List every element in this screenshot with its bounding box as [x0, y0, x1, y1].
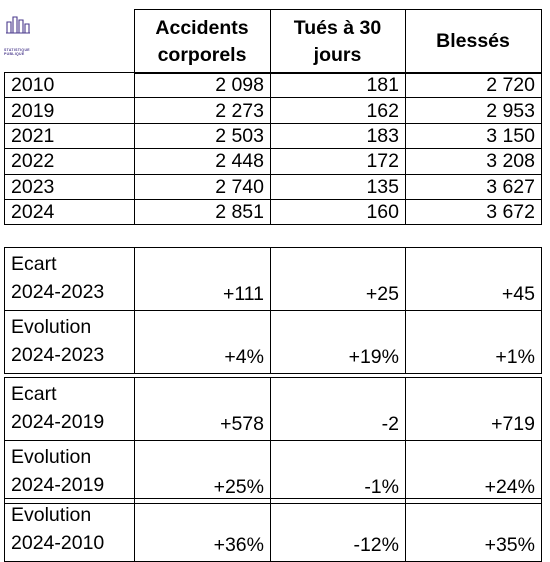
year-cell: 2023 — [5, 174, 135, 199]
logo-icon — [4, 14, 34, 40]
table-row — [5, 73, 542, 98]
comparison-table-2024-2023 — [4, 247, 542, 374]
blesses-cell: 3 627 — [406, 174, 542, 199]
accidents-cell: 2 503 — [135, 123, 271, 148]
row-label-line2: 2024-2019 — [11, 474, 105, 496]
tues-cell: 135 — [271, 174, 406, 199]
tues-cell: -1% — [271, 441, 406, 504]
table-row — [5, 199, 542, 224]
accidents-cell: +36% — [135, 499, 271, 562]
header-accidents — [134, 10, 270, 74]
comparison-table-2024-2010 — [4, 498, 542, 562]
blesses-cell: 2 720 — [406, 73, 542, 98]
year-cell: 2024 — [5, 199, 135, 224]
accidents-cell: 2 098 — [135, 73, 271, 98]
row-label-line2: 2024-2019 — [11, 411, 105, 433]
tues-cell: 162 — [271, 98, 406, 123]
accidents-cell: 2 448 — [135, 149, 271, 174]
row-label-line1: Evolution — [11, 316, 92, 338]
row-label-line1: Evolution — [11, 504, 92, 526]
row-label — [5, 441, 135, 504]
tues-cell: +19% — [271, 311, 406, 374]
accidents-cell: 2 273 — [135, 98, 271, 123]
tues-cell: +25 — [271, 248, 406, 311]
row-label — [5, 248, 135, 311]
blesses-cell: +35% — [406, 499, 542, 562]
table-row — [5, 378, 542, 441]
blesses-cell: +719 — [406, 378, 542, 441]
row-label — [5, 311, 135, 374]
table-row — [5, 499, 542, 562]
accidents-cell: 2 851 — [135, 199, 271, 224]
logo-cell — [4, 10, 134, 74]
year-cell: 2021 — [5, 123, 135, 148]
accidents-cell: +25% — [135, 441, 271, 504]
blesses-cell: 3 150 — [406, 123, 542, 148]
blesses-cell: 2 953 — [406, 98, 542, 123]
header-blesses: Blessés — [405, 10, 541, 74]
header-table — [4, 9, 542, 74]
accidents-cell: +4% — [135, 311, 271, 374]
table-row — [5, 248, 542, 311]
years-table — [4, 72, 542, 225]
year-cell: 2010 — [5, 73, 135, 98]
row-label — [5, 499, 135, 562]
year-cell: 2022 — [5, 149, 135, 174]
header-tues-line2: jours — [313, 43, 362, 66]
row-label-line1: Ecart — [11, 253, 57, 275]
tues-cell: -2 — [271, 378, 406, 441]
logo-text-line2: PUBLIQUE — [4, 51, 25, 56]
table-row — [5, 149, 542, 174]
blesses-cell: +1% — [406, 311, 542, 374]
row-label-line1: Evolution — [11, 446, 92, 468]
table-row — [5, 98, 542, 123]
blesses-cell: +24% — [406, 441, 542, 504]
year-cell: 2019 — [5, 98, 135, 123]
header-accidents-line1: Accidents — [155, 16, 249, 39]
row-label-line2: 2024-2023 — [11, 344, 105, 366]
header-tues-line1: Tués à 30 — [293, 16, 382, 39]
accidents-cell: +578 — [135, 378, 271, 441]
header-tues — [270, 10, 405, 74]
blesses-cell: 3 208 — [406, 149, 542, 174]
table-row — [5, 311, 542, 374]
header-accidents-line2: corporels — [157, 43, 247, 66]
blesses-cell: +45 — [406, 248, 542, 311]
tues-cell: 183 — [271, 123, 406, 148]
tues-cell: -12% — [271, 499, 406, 562]
tues-cell: 160 — [271, 199, 406, 224]
table-row — [5, 123, 542, 148]
row-label-line1: Ecart — [11, 383, 57, 405]
row-label-line2: 2024-2010 — [11, 532, 105, 554]
table-row — [5, 174, 542, 199]
table-row — [5, 441, 542, 504]
row-label-line2: 2024-2023 — [11, 281, 105, 303]
row-label — [5, 378, 135, 441]
blesses-cell: 3 672 — [406, 199, 542, 224]
tues-cell: 181 — [271, 73, 406, 98]
comparison-table-2024-2019 — [4, 377, 542, 504]
tues-cell: 172 — [271, 149, 406, 174]
statistique-publique-logo — [4, 14, 34, 56]
accidents-cell: 2 740 — [135, 174, 271, 199]
logo-text-line1: STATISTIQUE — [4, 47, 30, 52]
accidents-cell: +111 — [135, 248, 271, 311]
